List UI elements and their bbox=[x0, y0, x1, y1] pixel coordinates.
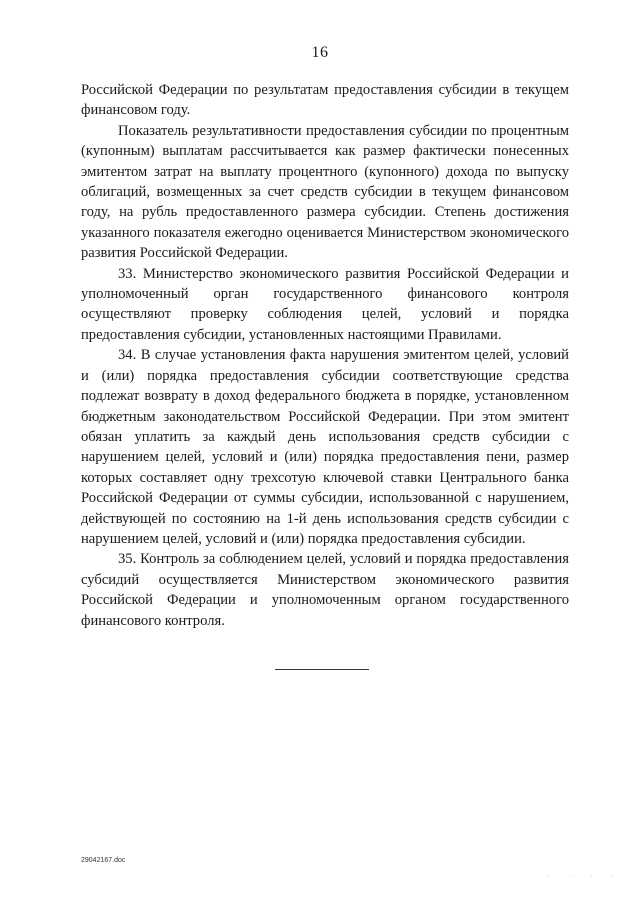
paragraph-33: 33. Министерство экономического развития Российской Федерации и уполномоченный орган государственного финансового контроля осуществляют проверку соблюдения целей, условий и порядка предоставления субсидии, установленных настоящими Правилами. bbox=[81, 265, 569, 343]
paragraph-35: 35. Контроль за соблюдением целей, условий и порядка предоставления субсидий осуществляется Министерством экономического развития Российской Федерации и уполномоченным органом государственного финансового контроля. bbox=[81, 551, 569, 629]
paragraph-performance-indicator: Показатель результативности предоставления субсидии по процентным (купонным) выплатам рассчитывается как размер фактически понесенных эмитентом затрат на выплату процентного (купонного) дохода по выпуску облигаций, возмещенных за счет средств субсидии в текущем финансовом году, на рубль предоставленного размера субсидии. Степень достижения указанного показателя ежегодно оценивается Министерством экономического развития Российской Федерации. bbox=[81, 122, 569, 262]
paragraph-34: 34. В случае установления факта нарушения эмитентом целей, условий и (или) порядка предоставления субсидии соответствующие средства подлежат возврату в доход федерального бюджета в порядке, установленном бюджетным законодательством Российской Федерации. При этом эмитент обязан уплатить за каждый день использования средств субсидии с нарушением целей, условий и (или) порядка предоставления пени, размер которых составляет одну трехсотую ключевой ставки Центрального банка Российской Федерации от суммы субсидии, использованной с нарушением, действующей по состоянию на 1-й день использования средств субсидии с нарушением целей, условий и (или) порядка предоставления субсидии. bbox=[81, 347, 569, 547]
page-number: 16 bbox=[311, 44, 329, 61]
end-of-text-rule bbox=[275, 669, 369, 670]
footer-document-code: 29042167.doc bbox=[81, 857, 126, 864]
scan-marks: . . . . bbox=[548, 873, 623, 879]
body-text bbox=[81, 80, 569, 631]
paragraph-continuation: Российской Федерации по результатам предоставления субсидии в текущем финансовом году. bbox=[81, 82, 569, 119]
